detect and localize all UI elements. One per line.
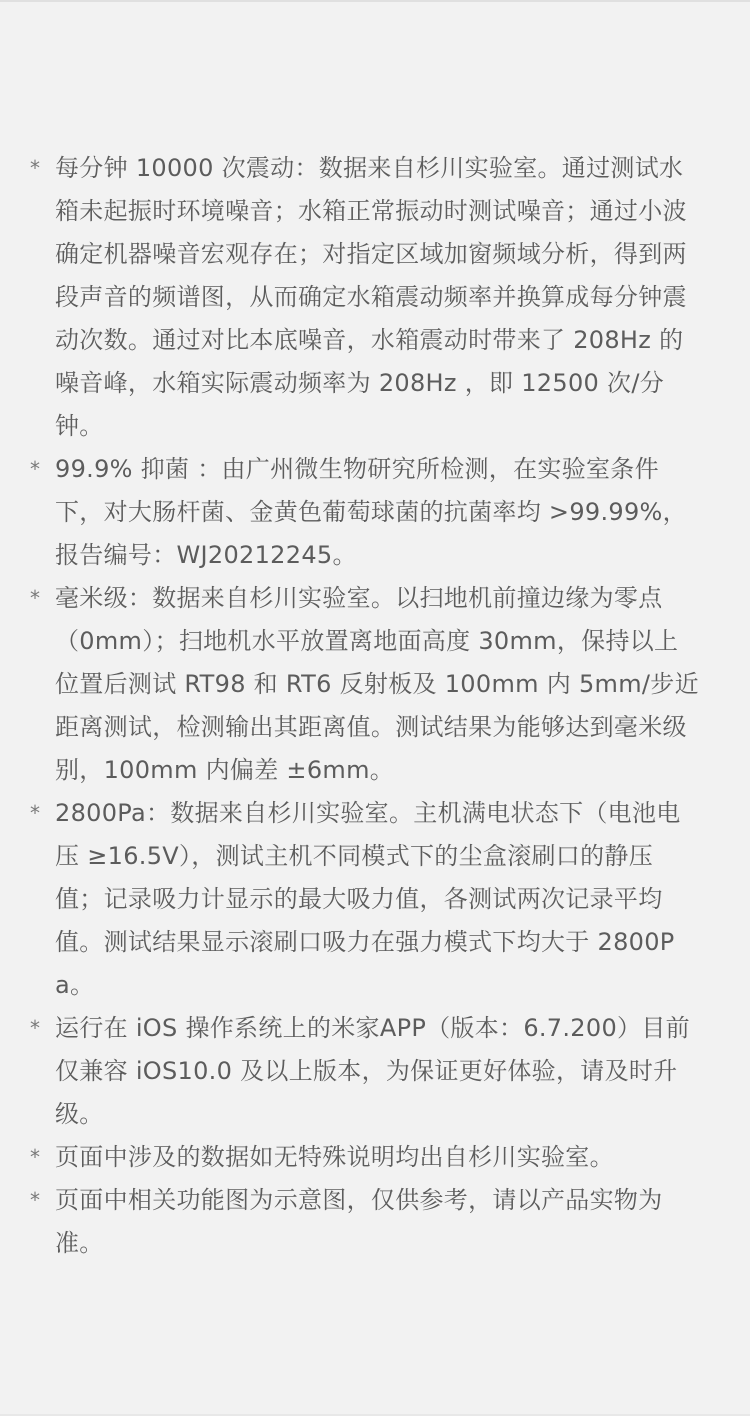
note-text: 页面中相关功能图为示意图，仅供参考，请以产品实物为准。 [55,1186,663,1257]
note-text: 每分钟 10000 次震动：数据来自杉川实验室。通过测试水箱未起振时环境噪音；水箱正常振动时测试噪音；通过小波确定机器噪音宏观存在；对指定区域加窗频域分析，得到两段声音的频谱图，从而确定水箱震动频率并换算成每分钟震动次数。通过对比本底噪音，水箱震动时带来了 208Hz 的噪音峰，水箱实际震动频率为 208Hz ，即 12500 次/分钟。 [55,154,687,440]
note-millimeter [30,577,700,792]
asterisk-bullet-icon: * [30,1188,41,1212]
asterisk-bullet-icon: * [30,1145,41,1169]
asterisk-bullet-icon: * [30,801,41,825]
note-illustration [30,1179,700,1265]
note-antibacterial [30,448,700,577]
asterisk-bullet-icon: * [30,457,41,481]
note-data-source [30,1136,700,1179]
note-text: 2800Pa：数据来自杉川实验室。主机满电状态下（电池电压 ≥16.5V），测试主机不同模式下的尘盒滚刷口的静压值；记录吸力计显示的最大吸力值，各测试两次记录平均值。测试结果显示滚刷口吸力在强力模式下均大于 2800Pa。 [55,799,681,999]
note-vibration [30,147,700,448]
disclaimer-notes-list [30,147,700,1265]
asterisk-bullet-icon: * [30,586,41,610]
top-divider [0,0,750,2]
note-suction [30,792,700,1007]
note-text: 99.9% 抑菌 ：由广州微生物研究所检测，在实验室条件下，对大肠杆菌、金黄色葡萄球菌的抗菌率均 >99.99%，报告编号：WJ20212245。 [55,455,687,569]
note-text: 毫米级：数据来自杉川实验室。以扫地机前撞边缘为零点（0mm）；扫地机水平放置离地面高度 30mm，保持以上位置后测试 RT98 和 RT6 反射板及 100mm 内 5mm/步近距离测试，检测输出其距离值。测试结果为能够达到毫米级别，100mm 内偏差 ±6mm。 [55,584,699,784]
note-app-compatibility [30,1007,700,1136]
note-text: 页面中涉及的数据如无特殊说明均出自杉川实验室。 [55,1143,614,1171]
note-text: 运行在 iOS 操作系统上的米家APP（版本：6.7.200）目前仅兼容 iOS10.0 及以上版本，为保证更好体验，请及时升级。 [55,1014,690,1128]
asterisk-bullet-icon: * [30,1016,41,1040]
asterisk-bullet-icon: * [30,156,41,180]
